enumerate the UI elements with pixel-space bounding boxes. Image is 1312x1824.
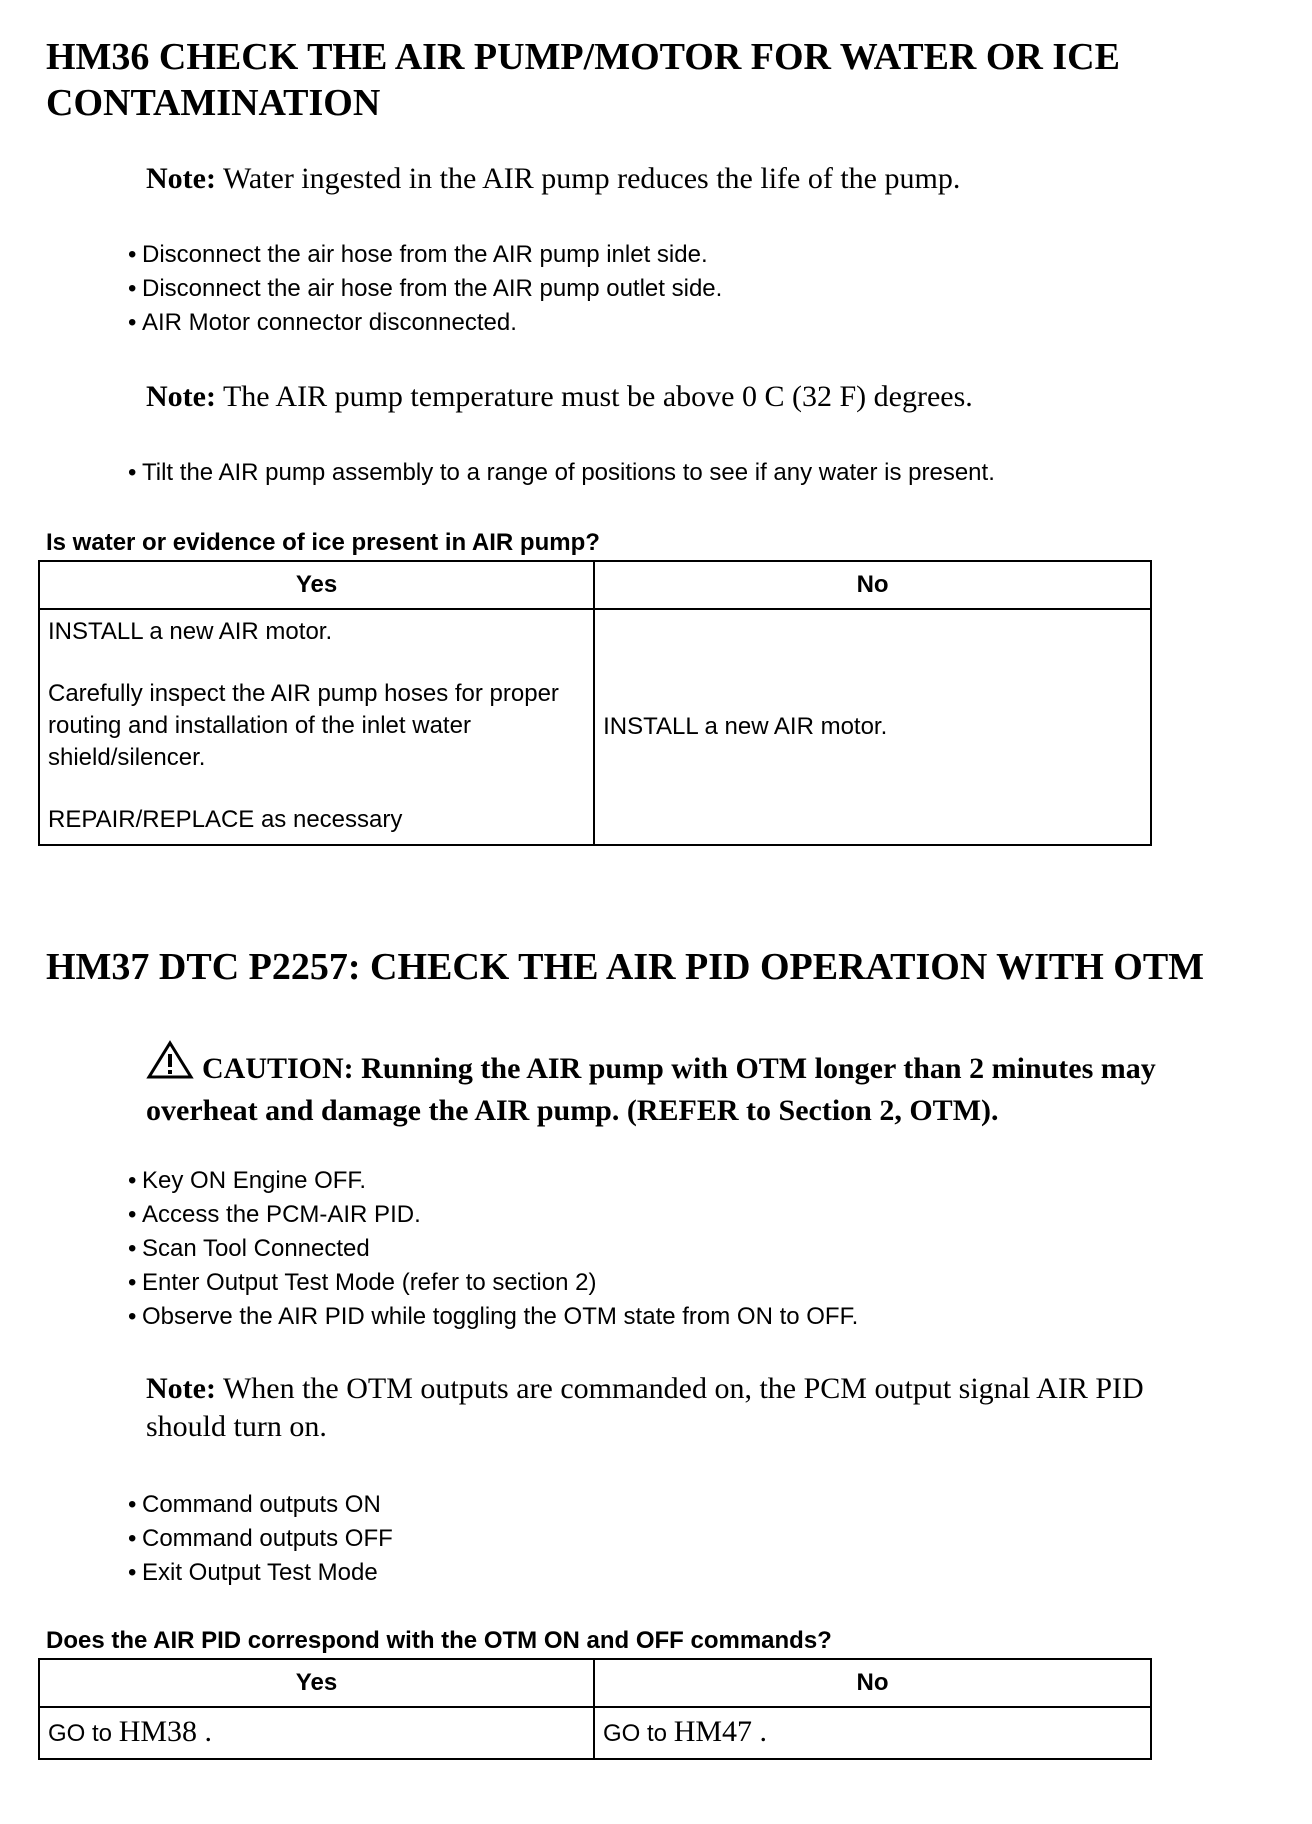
list-item: • Disconnect the air hose from the AIR pump inlet side. xyxy=(128,238,722,272)
yes-paragraph: INSTALL a new AIR motor. xyxy=(48,618,333,645)
list-item: • Key ON Engine OFF. xyxy=(128,1164,858,1198)
goto-hm38-link[interactable]: HM38 . xyxy=(118,1715,213,1748)
yes-cell xyxy=(39,609,594,845)
list-item: • Exit Output Test Mode xyxy=(128,1556,393,1590)
hm36-question: Is water or evidence of ice present in AIR pump? xyxy=(46,529,600,556)
list-item: • Command outputs ON xyxy=(128,1488,393,1522)
hm36-note-1 xyxy=(146,160,960,198)
note-text: When the OTM outputs are commanded on, the PCM output signal AIR PID should turn on. xyxy=(146,1372,1144,1443)
list-item: • Observe the AIR PID while toggling the OTM state from ON to OFF. xyxy=(128,1300,858,1334)
hm37-decision-table xyxy=(38,1658,1152,1760)
yes-paragraph: REPAIR/REPLACE as necessary xyxy=(48,806,403,833)
hm36-title-line1: HM36 CHECK THE AIR PUMP/MOTOR FOR WATER OR ICE xyxy=(46,36,1120,78)
hm36-note-2 xyxy=(146,378,973,416)
note-label: Note: xyxy=(146,162,216,195)
hm36-title xyxy=(46,34,1120,126)
goto-prefix: GO to xyxy=(603,1720,674,1747)
hm37-title: HM37 DTC P2257: CHECK THE AIR PID OPERATION WITH OTM xyxy=(46,946,1205,988)
list-item: • AIR Motor connector disconnected. xyxy=(128,306,722,340)
list-item: • Disconnect the air hose from the AIR pump outlet side. xyxy=(128,272,722,306)
hm37-bullet-list-2 xyxy=(128,1488,393,1590)
note-text: The AIR pump temperature must be above 0 C (32 F) degrees. xyxy=(222,380,973,413)
hm37-note xyxy=(146,1370,1206,1446)
no-cell: INSTALL a new AIR motor. xyxy=(594,609,1151,845)
no-cell xyxy=(594,1707,1151,1759)
warning-triangle-icon xyxy=(146,1040,194,1091)
hm36-bullet-list-2 xyxy=(128,456,995,490)
hm37-question: Does the AIR PID correspond with the OTM ON and OFF commands? xyxy=(46,1627,832,1654)
hm36-decision-table xyxy=(38,560,1152,846)
no-header: No xyxy=(594,1659,1151,1707)
hm37-caution xyxy=(146,1040,1226,1131)
yes-cell xyxy=(39,1707,594,1759)
hm36-bullet-list-1 xyxy=(128,238,722,340)
hm36-title-line2: CONTAMINATION xyxy=(46,82,381,124)
no-header: No xyxy=(594,561,1151,609)
list-item: • Access the PCM-AIR PID. xyxy=(128,1198,858,1232)
yes-paragraph: Carefully inspect the AIR pump hoses for proper routing and installation of the inlet water shield/silencer. xyxy=(48,680,559,771)
list-item: • Enter Output Test Mode (refer to section 2) xyxy=(128,1266,858,1300)
note-text: Water ingested in the AIR pump reduces the life of the pump. xyxy=(222,162,961,195)
caution-text: CAUTION: Running the AIR pump with OTM longer than 2 minutes may overheat and damage the AIR pump. (REFER to Section 2, OTM). xyxy=(146,1052,1156,1127)
hm37-bullet-list-1 xyxy=(128,1164,858,1334)
list-item: • Command outputs OFF xyxy=(128,1522,393,1556)
yes-header: Yes xyxy=(39,1659,594,1707)
goto-prefix: GO to xyxy=(48,1720,119,1747)
list-item: • Scan Tool Connected xyxy=(128,1232,858,1266)
yes-header: Yes xyxy=(39,561,594,609)
note-label: Note: xyxy=(146,380,216,413)
goto-hm47-link[interactable]: HM47 . xyxy=(673,1715,768,1748)
note-label: Note: xyxy=(146,1372,216,1405)
list-item: • Tilt the AIR pump assembly to a range of positions to see if any water is present. xyxy=(128,456,995,490)
